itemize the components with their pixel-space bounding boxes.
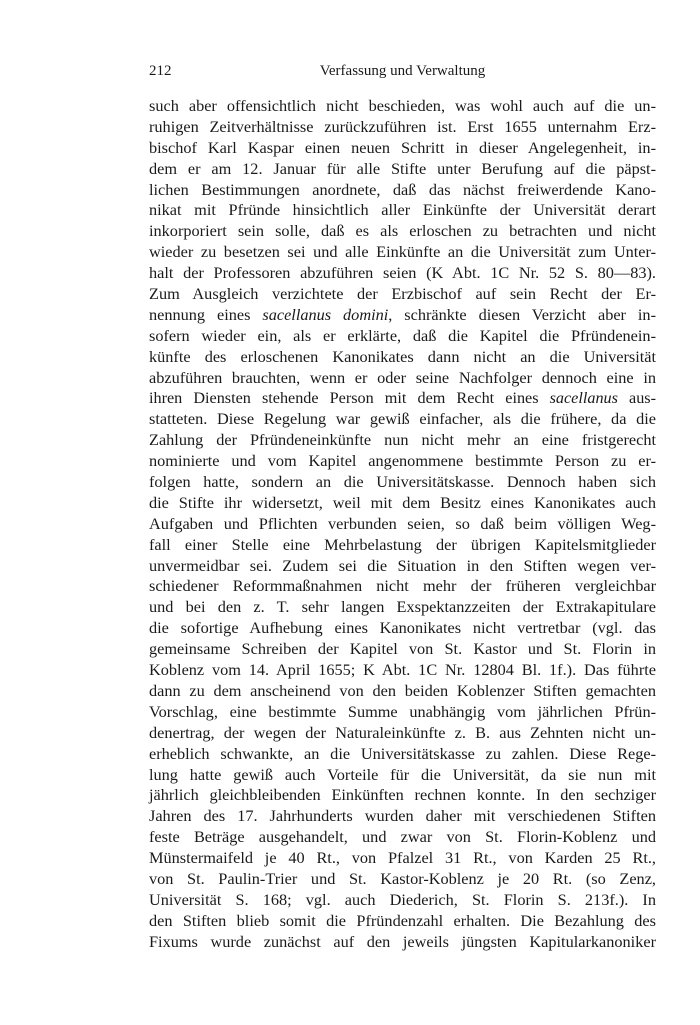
text-segment: aus-	[617, 389, 656, 408]
text-segment: nennung eines	[149, 304, 263, 324]
text-line: Münstermaifeld je 40 Rt., von Pfalzel 31 Rt., von Karden 25 Rt.,	[149, 848, 656, 868]
text-line: sofern wieder ein, als er erklärte, daß die Kapitel die Pfründenein-	[149, 325, 656, 345]
text-line: halt der Professoren abzuführen seien (K Abt. 1C Nr. 52 S. 80—83).	[149, 263, 656, 283]
text-line: erheblich schwankte, an die Universitätskasse zu zahlen. Diese Rege-	[149, 743, 656, 763]
text-line: Aufgaben und Pflichten verbunden seien, so daß beim völligen Weg-	[149, 513, 656, 533]
text-line: unvermeidbar sei. Zudem sei die Situation in den Stiften wegen ver-	[149, 555, 656, 575]
text-line	[149, 305, 656, 326]
text-line: die Stifte ihr widersetzt, weil mit dem Besitz eines Kanonikates auch	[149, 492, 656, 512]
text-line: künfte des erloschenen Kanonikates dann nicht an die Universität	[149, 346, 656, 366]
text-line: fall einer Stelle eine Mehrbelastung der übrigen Kapitelsmitglieder	[149, 534, 656, 554]
text-line: ruhigen Zeitverhältnisse zurückzuführen ist. Erst 1655 unternahm Erz-	[149, 116, 656, 136]
text-line: Zahlung der Pfründeneinkünfte nun nicht mehr an eine fristgerecht	[149, 430, 656, 450]
text-line: lung hatte gewiß auch Vorteile für die Universität, da sie nun mit	[149, 764, 656, 784]
text-segment: , schränkte diesen Verzicht aber in-	[388, 304, 656, 324]
text-line: statteten. Diese Regelung war gewiß einfacher, als die frühere, da die	[149, 409, 656, 429]
text-line: nikat mit Pfründe hinsichtlich aller Einkünfte der Universität derart	[149, 200, 656, 220]
text-line: abzuführen brauchten, wenn er oder seine Nachfolger dennoch eine in	[149, 367, 656, 387]
text-line: und bei den z. T. sehr langen Exspektanzzeiten der Extrakapitulare	[149, 597, 656, 617]
text-segment: ihren Diensten stehende Person mit dem Recht eines	[149, 389, 550, 408]
text-line: wieder zu besetzen sei und alle Einkünfte an die Universität zum Unter-	[149, 242, 656, 262]
text-line: inkorporiert sein solle, daß es als erloschen zu betrachten und nicht	[149, 221, 656, 241]
text-line: Koblenz vom 14. April 1655; K Abt. 1C Nr. 12804 Bl. 1f.). Das führte	[149, 660, 656, 680]
text-line: folgen hatte, sondern an die Universitätskasse. Dennoch haben sich	[149, 472, 656, 492]
running-title: Verfassung und Verwaltung	[319, 63, 486, 79]
text-line: jährlich gleichbleibenden Einkünften rechnen konnte. In den sechziger	[149, 785, 656, 805]
text-line: denertrag, der wegen der Naturaleinkünfte z. B. aus Zehnten nicht un-	[149, 722, 656, 742]
text-line: gemeinsame Schreiben der Kapitel von St. Kastor und St. Florin in	[149, 639, 656, 659]
text-line: den Stiften blieb somit die Pfründenzahl erhalten. Die Bezahlung des	[149, 910, 656, 930]
text-line: Universität S. 168; vgl. auch Diederich, St. Florin S. 213f.). In	[149, 889, 656, 909]
text-line: feste Beträge ausgehandelt, und zwar von St. Florin-Koblenz und	[149, 827, 656, 847]
text-line: schiedener Reformmaßnahmen nicht mehr der früheren vergleichbar	[149, 576, 656, 596]
text-line: dann zu dem anscheinend von den beiden Koblenzer Stiften gemachten	[149, 680, 656, 700]
text-line	[149, 388, 656, 409]
italic-term: sacellanus domini	[262, 304, 389, 324]
italic-term: sacellanus	[549, 389, 618, 408]
text-line: nominierte und vom Kapitel angenommene bestimmte Person zu er-	[149, 451, 656, 471]
running-head	[149, 61, 656, 81]
text-line: Jahren des 17. Jahrhunderts wurden daher mit verschiedenen Stiften	[149, 806, 656, 826]
text-line: lichen Bestimmungen anordnete, daß das nächst freiwerdende Kano-	[149, 179, 656, 199]
text-line: von St. Paulin-Trier und St. Kastor-Koblenz je 20 Rt. (so Zenz,	[149, 868, 656, 888]
text-line: such aber offensichtlich nicht beschieden, was wohl auch auf die un-	[149, 96, 656, 115]
page-number: 212	[149, 63, 172, 79]
text-line: bischof Karl Kaspar einen neuen Schritt in dieser Angelegenheit, in-	[149, 137, 656, 157]
text-line: die sofortige Aufhebung eines Kanonikates nicht vertretbar (vgl. das	[149, 618, 656, 638]
text-line: Fixums wurde zunächst auf den jeweils jüngsten Kapitularkanoniker	[149, 931, 656, 951]
text-line: Vorschlag, eine bestimmte Summe unabhängig vom jährlichen Pfrün-	[149, 701, 656, 721]
text-line: Zum Ausgleich verzichtete der Erzbischof auf sein Recht der Er-	[149, 284, 656, 304]
text-line: dem er am 12. Januar für alle Stifte unter Berufung auf die päpst-	[149, 158, 656, 178]
body-text	[149, 96, 656, 953]
